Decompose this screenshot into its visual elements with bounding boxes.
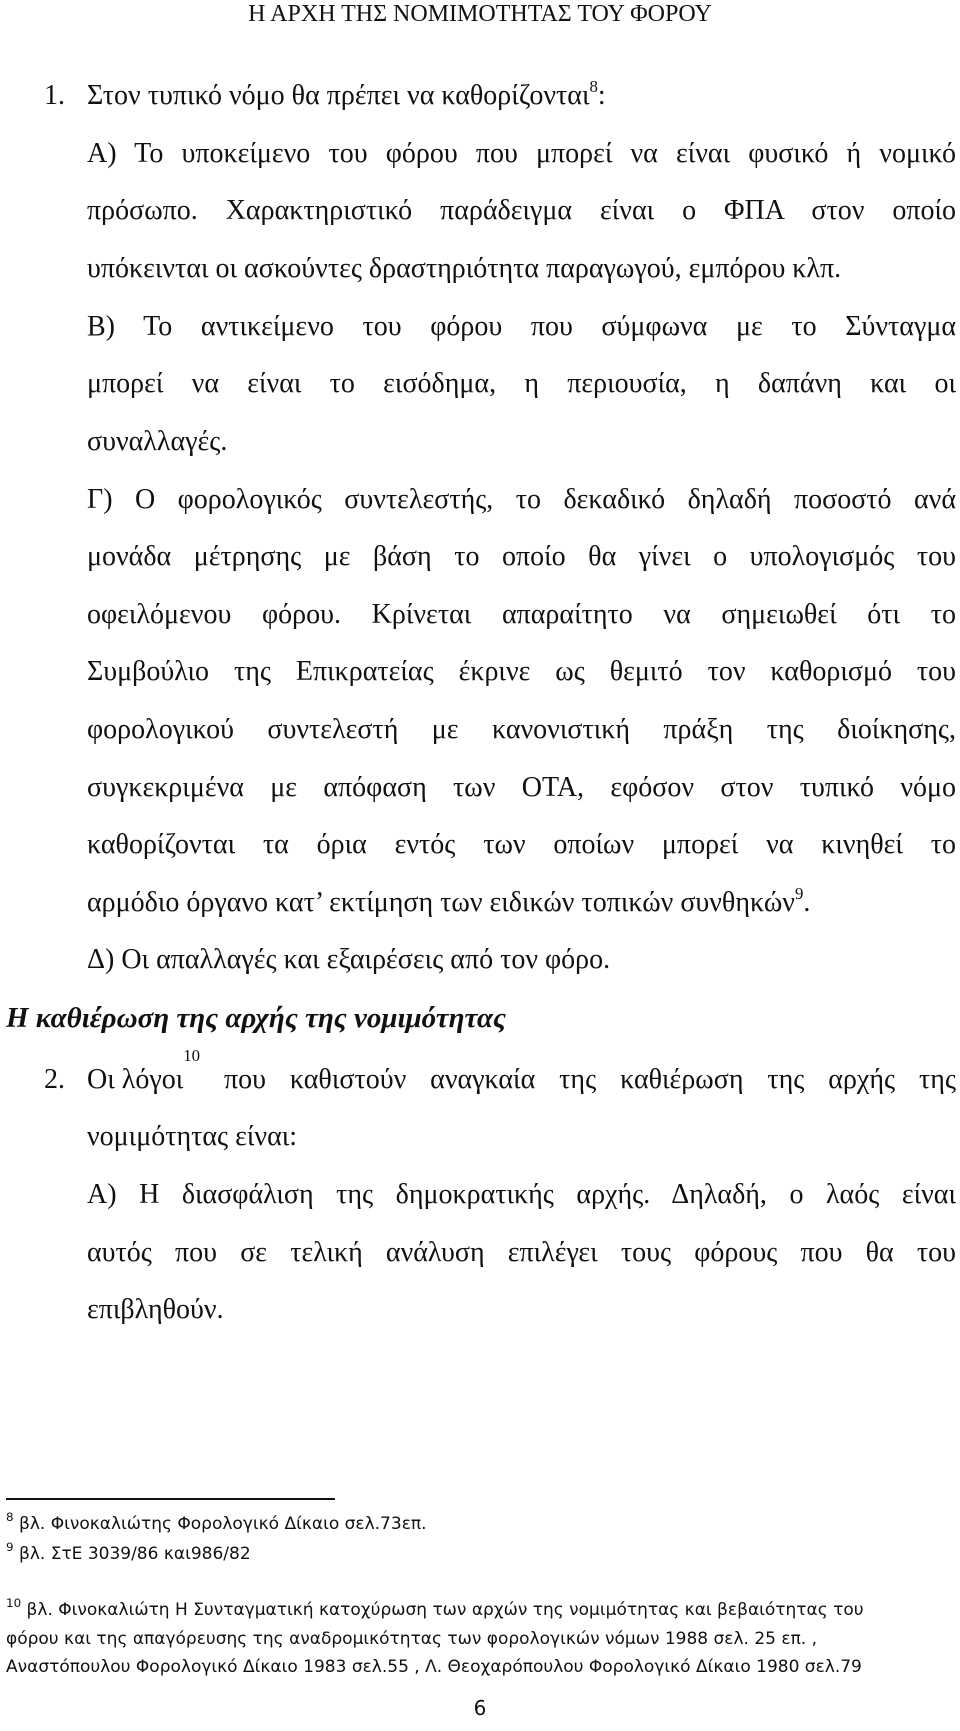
footnote-10-line-1 <box>6 1596 864 1621</box>
footnote-ref-10: 10 <box>183 1046 201 1066</box>
item-2-number: 2. <box>44 1064 65 1095</box>
item-2-a-line-1: Α) Η διασφάλιση της δημοκρατικής αρχής. Δηλαδή, ο λαός είναι <box>87 1179 956 1210</box>
item-1-number: 1. <box>44 80 65 111</box>
footnote-10-line-2: φόρου και της απαγόρευσης της αναδρομικότητας των φορολογικών νόμων 1988 σελ. 25 επ. , <box>6 1629 818 1649</box>
item-1-intro <box>87 78 606 114</box>
page-number: 6 <box>473 1696 487 1720</box>
item-1-intro-tail: : <box>597 80 606 111</box>
item-1-intro-text: Στον τυπικό νόμο θα πρέπει να καθορίζονται <box>87 80 590 111</box>
item-2-a-line-2: αυτός που σε τελική ανάλυση επιλέγει τους φόρους που θα του <box>87 1237 956 1268</box>
item-1-b-line-3: συναλλαγές. <box>87 426 228 457</box>
item-1-d-line-1: Δ) Οι απαλλαγές και εξαιρέσεις από τον φόρο. <box>87 944 611 975</box>
item-2-intro-start: Οι λόγοι <box>87 1064 184 1095</box>
footnote-separator <box>6 1498 335 1500</box>
item-1-c-line-6: συγκεκριμένα με απόφαση των ΟΤΑ, εφόσον στον τυπικό νόμο <box>87 772 956 803</box>
footnote-9-text: βλ. ΣτΕ 3039/86 και986/82 <box>13 1544 251 1564</box>
footnote-8-text: βλ. Φινοκαλιώτης Φορολογικό Δίκαιο σελ.73επ. <box>13 1514 427 1534</box>
footnote-ref-9: 9 <box>794 884 804 903</box>
footnote-8-number: 8 <box>6 1510 14 1525</box>
footnote-10-text-1: βλ. Φινοκαλιώτη Η Συνταγματική κατοχύρωση των αρχών της νομιμότητας και βεβαιότητας του <box>21 1600 864 1620</box>
item-1-c-line-7: καθορίζονται τα όρια εντός των οποίων μπορεί να κινηθεί το <box>87 829 956 860</box>
footnote-10-number: 10 <box>6 1596 22 1611</box>
section-heading: Η καθιέρωση της αρχής της νομιμότητας <box>6 1002 506 1034</box>
item-1-b-line-1: Β) Το αντικείμενο του φόρου που σύμφωνα με το Σύνταγμα <box>87 311 956 342</box>
page-header: Η ΑΡΧΗ ΤΗΣ ΝΟΜΙΜΟΤΗΤΑΣ ΤΟΥ ΦΟΡΟΥ <box>248 1 712 27</box>
footnote-8 <box>6 1510 427 1535</box>
item-1-c-line-1: Γ) Ο φορολογικός συντελεστής, το δεκαδικό δηλαδή ποσοστό ανά <box>87 484 956 515</box>
item-1-c-line-5: φορολογικού συντελεστή με κανονιστική πράξη της διοίκησης, <box>87 714 956 745</box>
item-2-a-line-3: επιβληθούν. <box>87 1294 224 1325</box>
item-1-a-line-1: Α) Το υποκείμενο του φόρου που μπορεί να είναι φυσικό ή νομικό <box>87 138 956 169</box>
item-1-c-line-8-text: αρμόδιο όργανο κατ’ εκτίμηση των ειδικών τοπικών συνθηκών <box>87 887 795 918</box>
item-1-c-line-2: μονάδα μέτρησης με βάση το οποίο θα γίνει ο υπολογισμός του <box>87 541 956 572</box>
item-1-a-line-3: υπόκεινται οι ασκούντες δραστηριότητα παραγωγού, εμπόρου κλπ. <box>87 253 842 284</box>
footnote-9 <box>6 1540 251 1565</box>
item-1-b-line-2: μπορεί να είναι το εισόδημα, η περιουσία, η δαπάνη και οι <box>87 368 956 399</box>
item-2-intro <box>87 1046 956 1098</box>
item-1-a-line-2: πρόσωπο. Χαρακτηριστικό παράδειγμα είναι ο ΦΠΑ στον οποίο <box>87 195 956 226</box>
item-1-c-line-3: οφειλόμενου φόρου. Κρίνεται απαραίτητο να σημειωθεί ότι το <box>87 599 956 630</box>
item-1-c-line-4: Συμβούλιο της Επικρατείας έκρινε ως θεμιτό τον καθορισμό του <box>87 656 956 687</box>
item-1-c-line-8-tail: . <box>803 887 811 918</box>
footnote-10-line-3: Αναστόπουλου Φορολογικό Δίκαιο 1983 σελ.55 , Λ. Θεοχαρόπουλου Φορολογικό Δίκαιο 1980 σελ.79 <box>6 1657 862 1677</box>
item-2-line-2: νομιμότητας είναι: <box>87 1121 298 1152</box>
item-2-intro-rest: που καθιστούν αναγκαία της καθιέρωση της αρχής της <box>200 1064 956 1095</box>
footnote-ref-8: 8 <box>589 77 598 96</box>
footnote-9-number: 9 <box>6 1540 14 1555</box>
item-1-c-line-8 <box>87 885 810 921</box>
